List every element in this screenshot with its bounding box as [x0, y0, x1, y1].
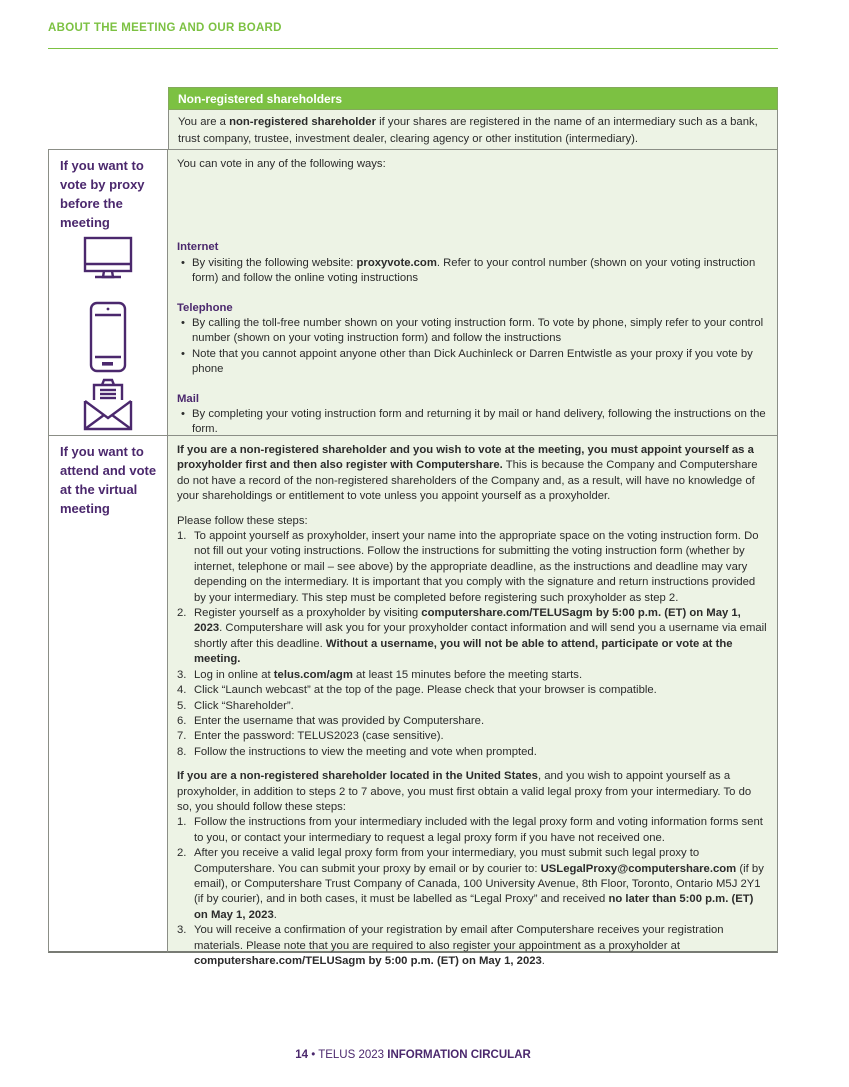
row-attend-virtual-meeting [48, 435, 778, 967]
list-item: Register yourself as a proxyholder by visiting computershare.com/TELUSagm by 5:00 p.m. (ET) on May 1, 2023. Computershare will ask you for your proxyholder contact information and will send you a username via email shortly after this deadline. Without a username, you will not be able to attend, participate or vote at the meeting. [194, 607, 767, 666]
list-item: Enter the password: TELUS2023 (case sensitive). [194, 730, 444, 743]
table-intro-cell: You are a non-registered shareholder if your shares are registered in the name of an intermediary such as a bank, trust company, trustee, investment dealer, clearing agency or other institution (intermediary). [168, 110, 778, 150]
page-number: 14 [295, 1049, 308, 1061]
steps-label: Please follow these steps: [177, 514, 308, 527]
monitor-icon [49, 236, 167, 282]
smartphone-icon [49, 301, 167, 373]
vote-ways-intro: You can vote in any of the following ways: [177, 158, 386, 170]
list-item: Click “Shareholder”. [194, 699, 294, 712]
list-item: You will receive a confirmation of your registration by email after Computershare receives your registration materials. Please note that you are required to also register your appointment as a proxyholder at computershare.com/TELUSagm by 5:00 p.m. (ET) on May 1, 2023. [194, 924, 724, 967]
header-divider [48, 48, 778, 49]
list-item: • By calling the toll-free number shown on your voting instruction form. To vote by phone, simply refer to your control number (shown on your voting instruction form) and follow the instructions [177, 316, 768, 347]
list-item: Log in online at telus.com/agm at least 15 minutes before the meeting starts. [194, 668, 583, 681]
voting-table [48, 87, 778, 967]
internet-bullets [177, 256, 768, 287]
mail-heading: Mail [177, 392, 199, 405]
vote-methods-cell [167, 149, 778, 436]
page-footer [48, 1049, 778, 1061]
footer-separator: • [311, 1049, 316, 1061]
mail-section [177, 392, 768, 438]
registration-steps-list [177, 529, 768, 760]
row-label-cell [48, 149, 168, 436]
us-shareholder-paragraph: If you are a non-registered shareholder located in the United States, and you wish to appoint yourself as a proxyholder, in addition to steps 2 to 7 above, you must first obtain a valid legal proxy from your intermediary. To do so, you should follow these steps: [177, 770, 752, 813]
list-item: Click “Launch webcast” at the top of the page. Please check that your browser is compatible. [194, 684, 657, 697]
row-vote-by-proxy [48, 149, 778, 436]
mail-bullets [177, 407, 768, 438]
internet-section [177, 240, 768, 286]
attend-instructions-cell [167, 435, 778, 967]
footer-doc-name: TELUS 2023 [318, 1049, 385, 1061]
telephone-section [177, 301, 768, 378]
row-label-cell [48, 435, 168, 953]
section-header: ABOUT THE MEETING AND OUR BOARD [48, 22, 282, 34]
row-label: If you want to vote by proxy before the meeting [60, 158, 145, 230]
table-header-non-registered: Non-registered shareholders [168, 87, 778, 110]
list-item: • By visiting the following website: proxyvote.com. Refer to your control number (shown on your voting instruction form) and follow the online voting instructions [177, 256, 768, 287]
envelope-icon [49, 376, 167, 434]
telephone-bullets [177, 316, 768, 378]
row-label: If you want to attend and vote at the virtual meeting [60, 444, 157, 516]
list-item: Follow the instructions from your intermediary included with the legal proxy form and voting information forms sent to you, or contact your intermediary to request a legal proxy form if you have not received one. [194, 816, 763, 844]
footer-doc-name-bold: INFORMATION CIRCULAR [387, 1049, 531, 1061]
internet-heading: Internet [177, 241, 219, 254]
telephone-heading: Telephone [177, 301, 233, 314]
list-item: To appoint yourself as proxyholder, insert your name into the appropriate space on the voting instruction form. Do not fill out your voting instructions. Follow the instructions for submitting the voting instruction form (whether by internet, telephone or mail – see above) by the appropriate deadline, as the instructions and deadline may vary depending on the intermediary. It is important that you comply with the signature and return instructions provided by your intermediary. This step must be completed before registering such proxyholder as step 2. [194, 530, 759, 604]
list-item: After you receive a valid legal proxy form from your intermediary, you must submit such legal proxy to Computershare. You can submit your proxy by email or by courier to: USLegalProxy@computershare.com (if by email), or Computershare Trust Company of Canada, 100 University Avenue, 8th Floor, Toronto, Ontario M5J 2Y1 (if by courier), and in both cases, it must be labelled as “Legal Proxy” and received no later than 5:00 p.m. (ET) on May 1, 2023. [194, 847, 764, 921]
list-item: • By completing your voting instruction form and returning it by mail or hand delivery, following the instructions on the form. [177, 407, 768, 438]
list-item: • Note that you cannot appoint anyone other than Dick Auchinleck or Darren Entwistle as your proxy if you vote by phone [177, 347, 768, 378]
us-legal-proxy-steps-list [177, 815, 768, 969]
attend-intro-paragraph: If you are a non-registered shareholder and you wish to vote at the meeting, you must appoint yourself as a proxyholder first and then also register with Computershare. This is because the Company and Computershare do not have a record of the non-registered shareholders of the Company and, as a result, will have no knowledge of your shareholdings or entitlement to vote unless you appoint yourself as a proxyholder. [177, 444, 758, 503]
list-item: Follow the instructions to view the meeting and vote when prompted. [194, 745, 537, 758]
list-item: Enter the username that was provided by Computershare. [194, 714, 485, 727]
